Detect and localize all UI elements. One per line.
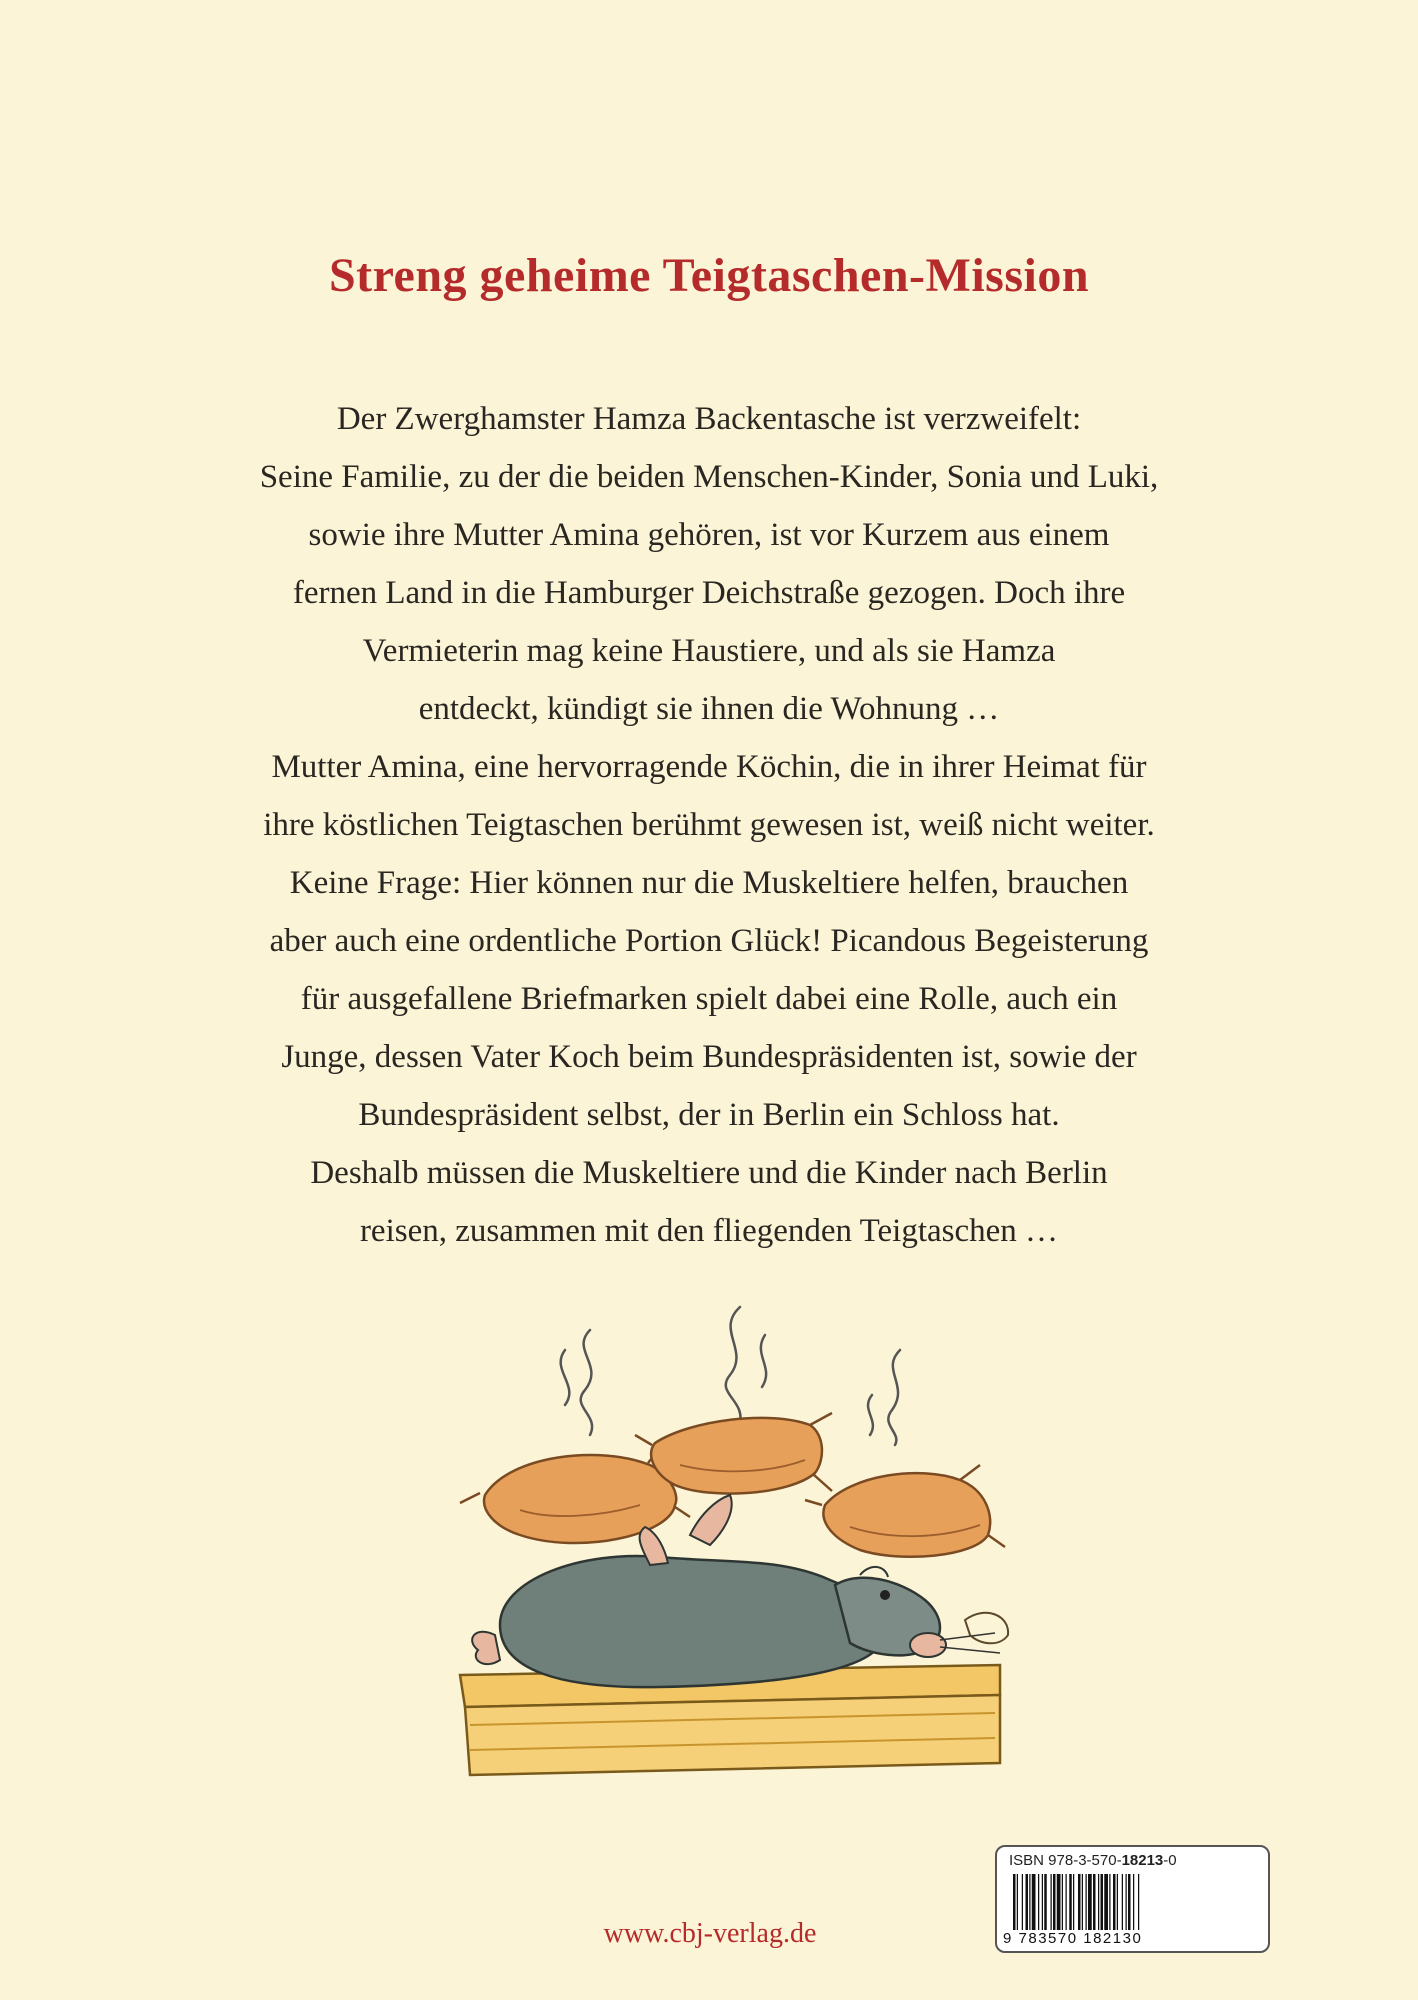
isbn-suffix: -0 (1163, 1852, 1177, 1869)
blurb-line: fernen Land in die Hamburger Deichstraße gezogen. Doch ihre (292, 575, 1126, 611)
blurb-line: ihre köstlichen Teigtaschen berühmt gewesen ist, weiß nicht weiter. (263, 807, 1155, 843)
blurb-line: Deshalb müssen die Muskeltiere und die Kinder nach Berlin (310, 1155, 1108, 1191)
dumpling-right (805, 1465, 1005, 1557)
barcode-number: 9 783570 182130 (1003, 1930, 1143, 1947)
hamster-dumplings-illustration (440, 1295, 1060, 1795)
blurb-line: Seine Familie, zu der die beiden Menschen-Kinder, Sonia und Luki, (259, 459, 1159, 495)
blurb-line: Mutter Amina, eine hervorragende Köchin, die in ihrer Heimat für (271, 749, 1147, 785)
blurb-line: Bundespräsident selbst, der in Berlin ein Schloss hat. (358, 1097, 1060, 1133)
blurb-line: Keine Frage: Hier können nur die Muskeltiere helfen, brauchen (289, 865, 1129, 901)
publisher-url: www.cbj-verlag.de (603, 1918, 817, 1949)
blurb-line: sowie ihre Mutter Amina gehören, ist vor Kurzem aus einem (308, 517, 1110, 553)
blurb-line: Der Zwerghamster Hamza Backentasche ist verzweifelt: (336, 401, 1082, 437)
isbn-barcode-box (995, 1845, 1270, 1953)
blurb-line: Junge, dessen Vater Koch beim Bundespräsidenten ist, sowie der (281, 1039, 1137, 1075)
blurb-line: entdeckt, kündigt sie ihnen die Wohnung … (418, 691, 1000, 727)
barcode (1011, 1874, 1261, 1930)
isbn-label (1009, 1852, 1177, 1869)
blurb-line: Vermieterin mag keine Haustiere, und als sie Hamza (362, 633, 1056, 669)
blurb-line: reisen, zusammen mit den fliegenden Teigtaschen … (359, 1213, 1059, 1249)
blurb-text (0, 390, 1418, 1260)
cover-title: Streng geheime Teigtaschen-Mission (328, 249, 1090, 302)
isbn-bold: 18213 (1121, 1852, 1164, 1869)
blurb-line: aber auch eine ordentliche Portion Glück! Picandous Begeisterung (269, 923, 1149, 959)
isbn-prefix: ISBN 978-3-570- (1009, 1852, 1122, 1869)
blurb-line: für ausgefallene Briefmarken spielt dabei eine Rolle, auch ein (300, 981, 1118, 1017)
